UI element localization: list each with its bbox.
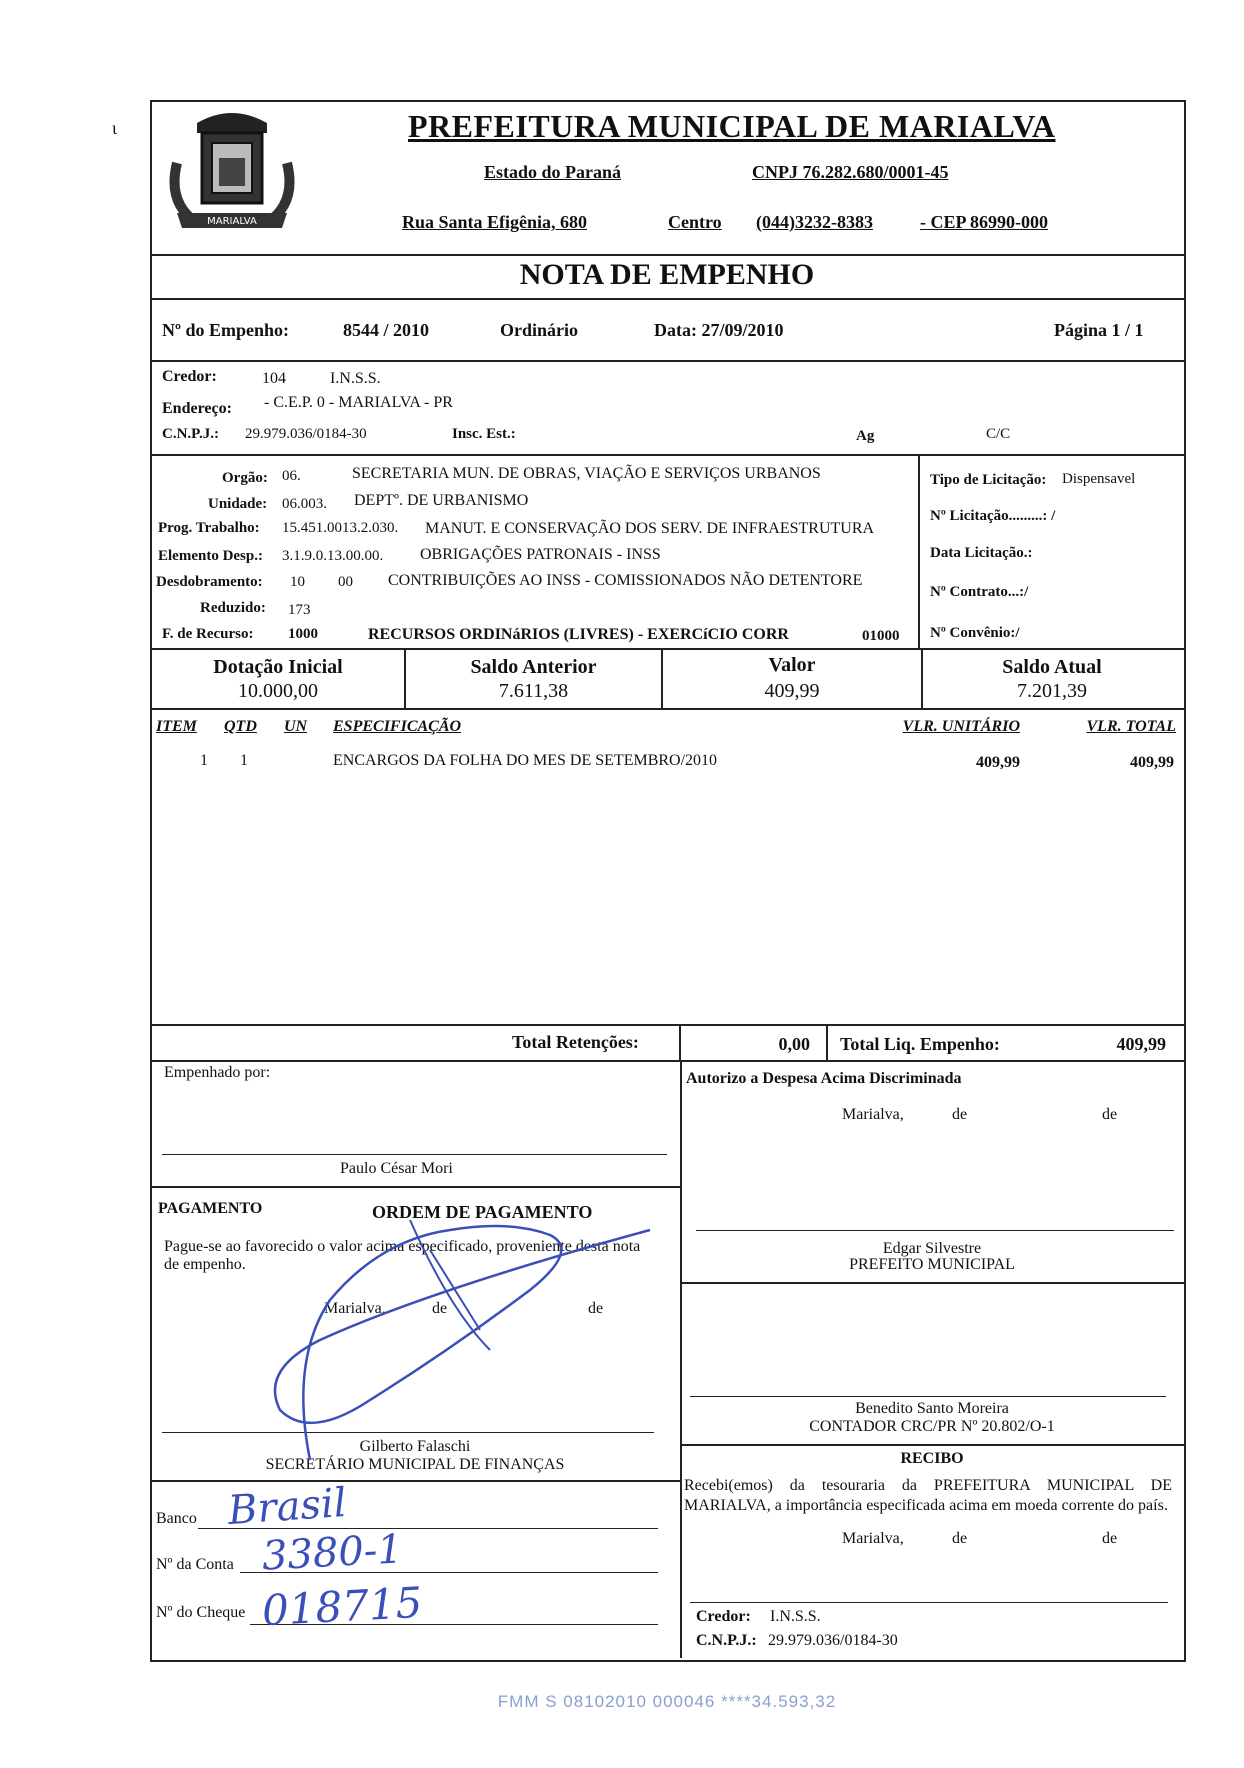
empenho-date: Data: 27/09/2010 (654, 320, 784, 340)
conta-handwritten: 3380-1 (260, 1526, 404, 1580)
pagamento-de-2: de (588, 1300, 604, 1317)
divider (150, 648, 1184, 650)
unidade-code: 06.003. (282, 496, 327, 512)
desdobramento-code-1: 10 (290, 574, 305, 590)
orgao-label: Orgão: (222, 470, 268, 486)
recibo-credor-value: I.N.S.S. (770, 1608, 821, 1625)
table-row-qtd: 1 (240, 752, 248, 769)
signature-line (690, 1396, 1166, 1397)
autorizo-de-2: de (1102, 1106, 1118, 1123)
divider (150, 1480, 681, 1482)
divider (826, 1024, 828, 1060)
col-especificacao: ESPECIFICAÇÃO (333, 718, 462, 735)
divider (150, 1024, 1184, 1026)
divider (150, 1060, 1184, 1062)
recurso-num: 01000 (862, 628, 900, 644)
saldo-anterior-label: Saldo Anterior (470, 656, 597, 678)
empenhado-name: Paulo César Mori (340, 1160, 453, 1177)
recibo-city: Marialva, (842, 1530, 904, 1547)
district-label: Centro (668, 212, 722, 232)
divider (150, 360, 1184, 362)
desdobramento-label: Desdobramento: (156, 574, 263, 590)
cheque-label: Nº do Cheque (156, 1604, 246, 1621)
dotacao-value: 10.000,00 (238, 680, 318, 702)
unidade-label: Unidade: (208, 496, 268, 512)
divider (680, 1444, 1184, 1446)
col-item: ITEM (156, 718, 197, 735)
table-row-vlr-total: 409,99 (1130, 754, 1174, 771)
orgao-desc: SECRETARIA MUN. DE OBRAS, VIAÇÃO E SERVIÇOS URBANOS (352, 465, 821, 482)
divider (680, 1060, 682, 1658)
orgao-code: 06. (282, 468, 301, 484)
footer-stamp: FMM S 08102010 000046 ****34.593,32 (497, 1692, 837, 1711)
state-label: Estado do Paraná (484, 162, 622, 182)
recurso-label: F. de Recurso: (162, 626, 254, 642)
ordem-pagamento-label: ORDEM DE PAGAMENTO (372, 1202, 593, 1222)
table-row-especificacao: ENCARGOS DA FOLHA DO MES DE SETEMBRO/2010 (333, 752, 718, 769)
pagamento-text: Pague-se ao favorecido o valor acima especificado, proveniente desta nota de empenho. (164, 1238, 641, 1273)
col-qtd: QTD (224, 718, 257, 735)
autorizo-label: Autorizo a Despesa Acima Discriminada (686, 1070, 962, 1087)
pagamento-de-1: de (432, 1300, 448, 1317)
saldo-atual-value: 7.201,39 (1017, 680, 1087, 702)
secretario-name: Gilberto Falaschi (359, 1438, 471, 1455)
phone-label: (044)3232-8383 (756, 212, 873, 232)
endereco-value: - C.E.P. 0 - MARIALVA - PR (264, 394, 453, 411)
credor-label: Credor: (162, 368, 217, 385)
prefeito-role: PREFEITO MUNICIPAL (849, 1256, 1015, 1273)
credor-name: I.N.S.S. (330, 370, 381, 387)
divider (150, 254, 1184, 256)
divider (150, 708, 1184, 710)
pagamento-city: Marialva, (324, 1300, 386, 1317)
insc-label: Insc. Est.: (452, 426, 516, 442)
signature-line (690, 1602, 1168, 1603)
saldo-atual-label: Saldo Atual (1002, 656, 1102, 678)
address-label: Rua Santa Efigênia, 680 (402, 212, 588, 232)
desdobramento-code-2: 00 (338, 574, 353, 590)
endereco-label: Endereço: (162, 400, 232, 417)
elemento-label: Elemento Desp.: (158, 548, 263, 564)
margin-mark: ɩ (112, 118, 117, 138)
prefeito-name: Edgar Silvestre (882, 1240, 982, 1257)
valor-value: 409,99 (764, 680, 820, 702)
page-title: PREFEITURA MUNICIPAL DE MARIALVA (408, 108, 1056, 144)
tipo-licitacao-label: Tipo de Licitação: (930, 472, 1047, 488)
divider (150, 454, 1184, 456)
contador-role: CONTADOR CRC/PR Nº 20.802/O-1 (809, 1418, 1055, 1435)
reduzido-value: 173 (288, 602, 311, 618)
liquido-label: Total Liq. Empenho: (840, 1034, 1000, 1054)
liquido-value: 409,99 (1116, 1034, 1166, 1054)
recibo-credor-label: Credor: (696, 1608, 751, 1625)
recibo-cnpj-label: C.N.P.J.: (696, 1632, 757, 1649)
divider (150, 1186, 681, 1188)
recibo-cnpj-value: 29.979.036/0184-30 (768, 1632, 898, 1649)
credor-code: 104 (262, 370, 286, 387)
secretario-role: SECRETÁRIO MUNICIPAL DE FINANÇAS (265, 1456, 565, 1473)
elemento-code: 3.1.9.0.13.00.00. (282, 548, 384, 564)
retencoes-value: 0,00 (778, 1034, 810, 1054)
recurso-code: 1000 (288, 626, 318, 642)
col-vlr-total: VLR. TOTAL (1086, 718, 1176, 735)
recibo-label: RECIBO (900, 1450, 964, 1467)
dotacao-label: Dotação Inicial (213, 656, 343, 678)
col-vlr-unitario: VLR. UNITÁRIO (902, 718, 1020, 735)
crest-icon (157, 103, 307, 253)
divider (679, 1024, 681, 1060)
empenho-label: Nº do Empenho: (162, 320, 289, 340)
cep-label: - CEP 86990-000 (920, 212, 1048, 232)
empenho-number: 8544 / 2010 (343, 320, 430, 340)
numero-contrato: Nº Contrato...:/ (930, 584, 1029, 600)
cc-label: C/C (986, 426, 1011, 442)
elemento-desc: OBRIGAÇÕES PATRONAIS - INSS (420, 546, 661, 563)
banco-label: Banco (156, 1510, 197, 1527)
cheque-handwritten: 018715 (260, 1577, 424, 1636)
saldo-anterior-value: 7.611,38 (498, 680, 569, 702)
recibo-de-1: de (952, 1530, 968, 1547)
page-number: Página 1 / 1 (1054, 320, 1144, 340)
signature-line (162, 1154, 667, 1155)
cnpj-credor-value: 29.979.036/0184-30 (245, 426, 367, 442)
retencoes-label: Total Retenções: (512, 1032, 639, 1052)
empenhado-label: Empenhado por: (164, 1064, 271, 1081)
divider (680, 1282, 1184, 1284)
table-row-vlr-unitario: 409,99 (976, 754, 1020, 771)
autorizo-city: Marialva, (842, 1106, 904, 1123)
ag-label: Ag (856, 428, 875, 444)
divider (150, 298, 1184, 300)
contador-name: Benedito Santo Moreira (855, 1400, 1009, 1417)
signature-line (162, 1432, 654, 1433)
recibo-de-2: de (1102, 1530, 1118, 1547)
recurso-desc: RECURSOS ORDINáRIOS (LIVRES) - EXERCíCIO CORR (368, 626, 789, 643)
prog-code: 15.451.0013.2.030. (282, 520, 399, 536)
table-row-item: 1 (200, 752, 208, 769)
unidade-desc: DEPTº. DE URBANISMO (354, 492, 529, 509)
svg-text:MARIALVA: MARIALVA (207, 216, 257, 227)
conta-label: Nº da Conta (156, 1556, 234, 1573)
banco-handwritten: Brasil (226, 1479, 348, 1535)
divider (918, 454, 920, 648)
empenho-type: Ordinário (500, 320, 579, 340)
numero-convenio: Nº Convênio:/ (930, 625, 1020, 641)
valor-label: Valor (768, 654, 816, 676)
recibo-text: Recebi(emos) da tesouraria da PREFEITURA MUNICIPAL DE MARIALVA, a importância especificada acima em moeda corrente do país. (684, 1477, 1172, 1514)
numero-licitacao: Nº Licitação.........: / (930, 508, 1056, 524)
cnpj-credor-label: C.N.P.J.: (162, 426, 219, 442)
signature-line (696, 1230, 1174, 1231)
tipo-licitacao-value: Dispensavel (1062, 471, 1136, 487)
cnpj-label: CNPJ 76.282.680/0001-45 (752, 162, 949, 182)
prog-desc: MANUT. E CONSERVAÇÃO DOS SERV. DE INFRAESTRUTURA (425, 520, 875, 537)
col-un: UN (284, 718, 308, 735)
autorizo-de-1: de (952, 1106, 968, 1123)
pagamento-label: PAGAMENTO (158, 1200, 263, 1217)
desdobramento-desc: CONTRIBUIÇÕES AO INSS - COMISSIONADOS NÃO DETENTORE (388, 572, 863, 589)
prog-label: Prog. Trabalho: (158, 520, 260, 536)
doc-title: NOTA DE EMPENHO (519, 258, 815, 291)
reduzido-label: Reduzido: (200, 600, 266, 616)
data-licitacao: Data Licitação.: (930, 545, 1033, 561)
